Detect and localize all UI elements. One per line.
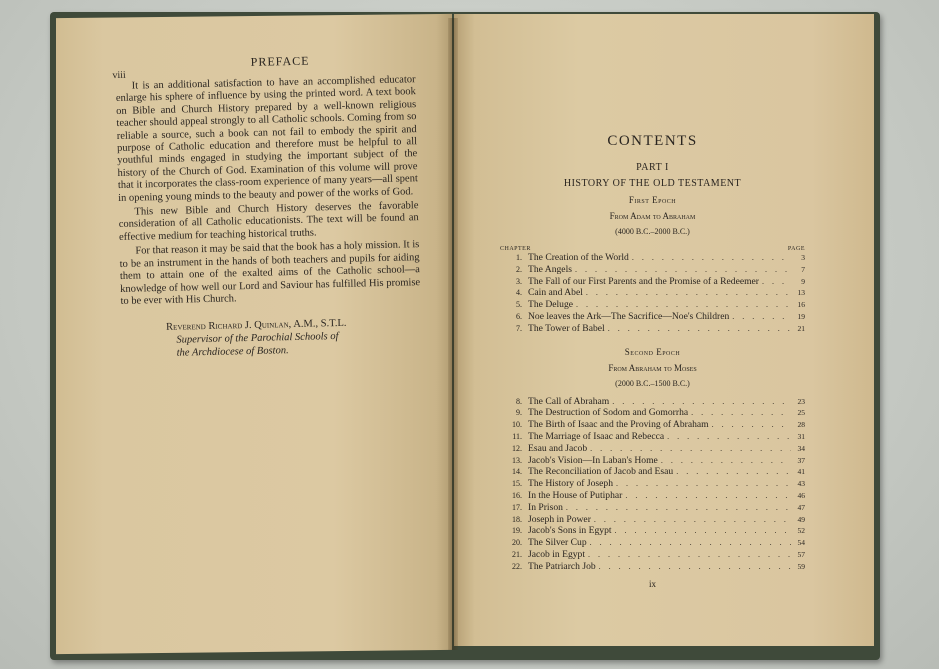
page-column-label: PAGE	[787, 246, 805, 252]
signature-role: the Archdiocese of Boston.	[176, 345, 289, 359]
toc-entry	[500, 514, 805, 526]
chapter-title: The Angels	[528, 263, 572, 275]
toc-entry	[500, 537, 805, 549]
chapter-title: Jacob's Sons in Egypt	[528, 525, 612, 537]
chapter-page: 3	[801, 253, 805, 262]
signature-name: Reverend Richard J. Quinlan, A.M., S.T.L.	[166, 318, 347, 334]
chapter-number: 2.	[516, 264, 522, 274]
chapter-title: The Silver Cup	[528, 537, 587, 549]
chapter-title: Jacob in Egypt	[528, 548, 586, 560]
toc-entry	[500, 455, 805, 467]
chapter-page: 59	[797, 561, 805, 571]
toc-entry	[500, 323, 805, 335]
chapter-number: 4.	[516, 288, 522, 298]
leader-dots	[688, 408, 791, 417]
chapter-column-label: CHAPTER	[500, 246, 531, 252]
epoch-dates: (4000 B.C.–2000 B.C.)	[615, 227, 690, 236]
toc-entry	[500, 299, 805, 311]
toc-list	[500, 252, 805, 335]
chapter-number: 1.	[516, 253, 522, 262]
leader-dots	[585, 550, 791, 559]
epoch-range: From Adam to Abraham	[609, 211, 696, 221]
chapter-title: The Creation of the World	[528, 252, 629, 263]
leader-dots	[605, 324, 791, 333]
left-folio: viii	[112, 69, 126, 82]
toc-entry	[500, 264, 805, 276]
toc-entry	[500, 252, 805, 264]
leader-dots	[629, 253, 791, 262]
toc-entry	[500, 490, 805, 502]
leader-dots	[613, 479, 791, 488]
chapter-title: Joseph in Power	[528, 513, 591, 525]
toc-entry	[500, 311, 805, 323]
chapter-number: 14.	[512, 467, 522, 477]
chapter-title: The Fall of our First Parents and the Promise of a Redeemer	[528, 275, 759, 287]
chapter-title: Esau and Jacob	[528, 442, 588, 454]
book-gutter	[448, 18, 458, 650]
contents-title: CONTENTS	[607, 133, 698, 149]
epoch-dates: (2000 B.C.–1500 B.C.)	[615, 378, 690, 388]
chapter-title: The Call of Abraham	[528, 395, 610, 407]
toc-entry	[500, 431, 805, 443]
chapter-page: 57	[797, 549, 805, 559]
leader-dots	[729, 312, 791, 321]
chapter-page: 19	[797, 311, 805, 321]
chapter-page: 34	[797, 443, 805, 453]
chapter-number: 19.	[512, 526, 522, 536]
chapter-page: 41	[797, 467, 805, 477]
toc-entry	[500, 478, 805, 490]
chapter-number: 8.	[516, 396, 522, 406]
preface-paragraph: It is an additional satisfaction to have an accomplished educator enlarge his sphere of influence by using the printed word. A text book on Bible and Church History prepared by a well-known religious teacher should appeal strongly to all Catholic schools. Coming from so reliable a source, such a book can not fail to embody the spirit and purpose of Catholic education and therefore must be helpful to all youthful minds engaged in studying the important subject of the history of the Church of God. Examination of this volume will prove that it incorporates the class-room experience of many years—all spent in opening young minds to the beauty and power of the works of God.	[115, 74, 418, 204]
leader-dots	[587, 444, 791, 453]
chapter-number: 10.	[512, 420, 522, 430]
part-title: HISTORY OF THE OLD TESTAMENT	[563, 178, 742, 189]
leader-dots	[563, 503, 791, 512]
chapter-number: 12.	[512, 443, 522, 453]
chapter-number: 3.	[516, 276, 522, 286]
running-head: PREFACE	[250, 53, 310, 69]
chapter-number: 11.	[512, 431, 522, 441]
leader-dots	[612, 526, 791, 535]
chapter-number: 18.	[512, 514, 522, 524]
toc-entry	[500, 502, 805, 514]
signature	[121, 315, 422, 361]
leader-dots	[759, 277, 791, 286]
part-label: PART I	[636, 162, 669, 173]
leader-dots	[596, 562, 791, 571]
leader-dots	[587, 538, 791, 547]
epoch-range: From Abraham to Moses	[608, 362, 697, 373]
chapter-page: 46	[797, 490, 805, 500]
chapter-title: The Birth of Isaac and the Proving of Abraham	[528, 419, 709, 431]
chapter-number: 16.	[512, 490, 522, 500]
chapter-number: 20.	[512, 538, 522, 548]
chapter-title: Noe leaves the Ark—The Sacrifice—Noe's Children	[528, 310, 730, 322]
toc-entry	[500, 561, 805, 573]
chapter-page: 9	[801, 276, 805, 286]
signature-role: Supervisor of the Parochial Schools of	[176, 331, 339, 346]
epoch-heading: First Epoch	[628, 195, 677, 205]
chapter-number: 17.	[512, 502, 522, 512]
chapter-title: The History of Joseph	[528, 478, 613, 490]
chapter-number: 5.	[516, 300, 522, 310]
chapter-page: 47	[797, 502, 805, 512]
chapter-number: 7.	[516, 323, 522, 333]
leader-dots	[622, 491, 791, 500]
chapter-page: 31	[797, 431, 805, 441]
right-page-text	[500, 130, 805, 589]
chapter-title: The Patriarch Job	[528, 560, 596, 572]
chapter-page: 28	[797, 420, 805, 430]
epoch-heading: Second Epoch	[624, 346, 681, 357]
chapter-page: 16	[797, 300, 805, 310]
chapter-page: 23	[797, 396, 805, 406]
chapter-page: 54	[797, 538, 805, 548]
toc-entry	[500, 287, 805, 299]
right-folio: ix	[648, 578, 656, 589]
chapter-title: In the House of Putiphar	[528, 489, 623, 501]
chapter-page: 21	[797, 323, 805, 333]
preface-paragraph: This new Bible and Church History deserves the favorable consideration of all Catholic educationists. The text will be found an effective medium for teaching historical truths.	[118, 200, 419, 243]
chapter-page: 49	[797, 514, 805, 524]
chapter-number: 22.	[512, 561, 522, 571]
chapter-title: Cain and Abel	[528, 287, 583, 299]
chapter-title: The Tower of Babel	[528, 322, 605, 334]
toc-entry	[500, 276, 805, 288]
chapter-title: The Destruction of Sodom and Gomorrha	[528, 407, 689, 419]
chapter-page: 7	[801, 264, 805, 274]
chapter-number: 9.	[516, 408, 522, 418]
toc-entry	[500, 549, 805, 561]
chapter-title: In Prison	[528, 501, 563, 513]
chapter-page: 43	[797, 479, 805, 489]
chapter-number: 15.	[512, 479, 522, 489]
preface-paragraph: For that reason it may be said that the book has a holy mission. It is to be an instrument in the hands of both teachers and pupils for aiding them to attain one of the exalted aims of the Catholic school—a knowledge of how well our Lord and Saviour has fulfilled His promise to be ever with His Church.	[119, 239, 421, 307]
chapter-page: 13	[797, 288, 805, 298]
chapter-page: 25	[797, 408, 805, 418]
toc-list	[500, 396, 805, 573]
toc-entry	[500, 419, 805, 431]
leader-dots	[591, 515, 791, 524]
chapter-number: 6.	[516, 311, 522, 321]
leader-dots	[573, 300, 791, 309]
leader-dots	[572, 265, 791, 274]
leader-dots	[609, 397, 791, 406]
leader-dots	[673, 467, 791, 476]
chapter-title: Jacob's Vision—In Laban's Home	[528, 454, 658, 466]
chapter-number: 21.	[512, 549, 522, 559]
toc-entry	[500, 443, 805, 455]
toc-entry	[500, 466, 805, 478]
leader-dots	[664, 432, 791, 441]
left-page-text	[112, 51, 422, 361]
chapter-page: 37	[797, 455, 805, 465]
toc-entry	[500, 396, 805, 408]
leader-dots	[709, 420, 791, 429]
leader-dots	[583, 288, 791, 297]
chapter-number: 13.	[512, 455, 522, 465]
chapter-title: The Marriage of Isaac and Rebecca	[528, 430, 665, 442]
toc-entry	[500, 407, 805, 419]
chapter-title: The Reconciliation of Jacob and Esau	[528, 466, 674, 478]
toc-entry	[500, 525, 805, 537]
chapter-title: The Deluge	[528, 299, 574, 311]
leader-dots	[658, 456, 791, 465]
chapter-page: 52	[797, 526, 805, 536]
